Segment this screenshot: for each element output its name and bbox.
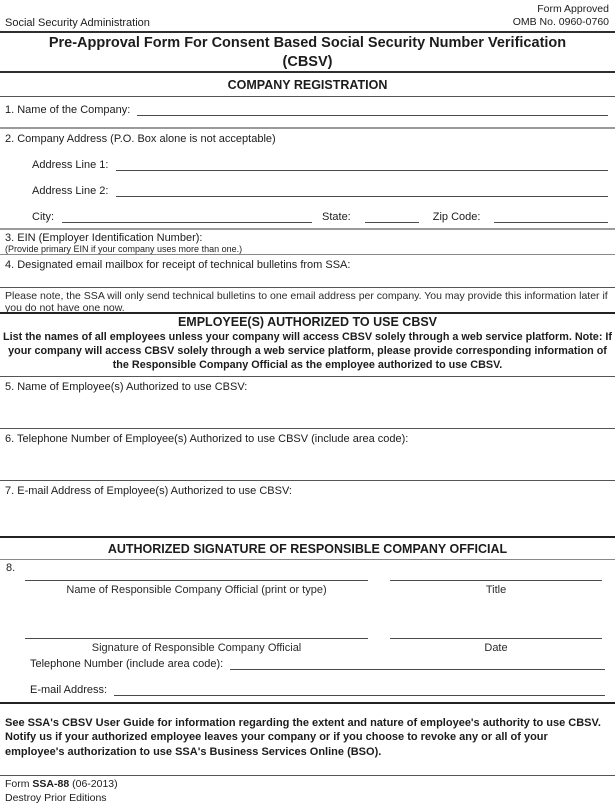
form-number-suffix: (06-2013) — [69, 778, 118, 790]
official-title-caption: Title — [485, 584, 507, 596]
official-phone-input[interactable] — [230, 656, 605, 670]
zip-code-input[interactable] — [494, 209, 608, 223]
employee-phone-input[interactable] — [5, 447, 608, 478]
official-name-caption: Name of Responsible Company Official (print or type) — [66, 584, 327, 596]
address-line2-label: Address Line 2: — [32, 185, 109, 197]
employees-section-header — [0, 314, 615, 376]
official-title-cell — [390, 580, 602, 596]
section-heading-authorized-signature: AUTHORIZED SIGNATURE OF RESPONSIBLE COMPANY OFFICIAL — [0, 538, 615, 560]
form-footer — [0, 775, 615, 812]
form-title-block — [0, 31, 615, 73]
city-input[interactable] — [62, 209, 312, 223]
question-7-employee-email — [0, 480, 615, 538]
employee-email-input[interactable] — [5, 499, 608, 534]
user-guide-note: See SSA's CBSV User Guide for information regarding the extent and nature of employee's authority to use CBSV. Notify us if your authorized employee leaves your company or if you choose to revoke any or all of your employee's authorization to use SSA's Business Services Online (BSO). — [5, 717, 601, 758]
official-signature-input[interactable] — [25, 638, 368, 639]
zip-code-label: Zip Code: — [432, 211, 481, 223]
technical-bulletins-note: Please note, the SSA will only send technical bulletins to one email address per company. You may provide this information later if you do not have one now. — [0, 287, 615, 314]
official-name-cell — [25, 580, 368, 596]
company-name-label: 1. Name of the Company: — [5, 104, 131, 116]
omb-number: OMB No. 0960-0760 — [512, 15, 609, 28]
question-4-designated-email — [0, 254, 615, 287]
agency-name: Social Security Administration — [5, 16, 150, 29]
question-3-ein — [0, 228, 615, 254]
form-approved-text: Form Approved — [537, 2, 609, 15]
form-header — [0, 0, 615, 31]
designated-email-label: 4. Designated email mailbox for receipt of technical bulletins from SSA: — [5, 259, 351, 271]
official-phone-label: Telephone Number (include area code): — [30, 658, 224, 670]
ein-sub-note: (Provide primary EIN if your company uses more than one.) — [5, 244, 243, 254]
form-title-line2: (CBSV) — [282, 53, 333, 70]
address-line1-input[interactable] — [116, 157, 608, 171]
company-name-input[interactable] — [137, 102, 608, 116]
question-6-employee-phone — [0, 428, 615, 480]
state-label: State: — [322, 211, 351, 223]
form-number-prefix: Form — [5, 778, 33, 790]
address-line2-input[interactable] — [116, 183, 608, 197]
employee-phone-label: 6. Telephone Number of Employee(s) Authorized to use CBSV (include area code): — [5, 433, 409, 445]
omb-approval — [513, 3, 609, 29]
official-email-label: E-mail Address: — [30, 684, 108, 696]
state-input[interactable] — [365, 209, 419, 223]
city-label: City: — [32, 211, 54, 223]
form-number: SSA-88 — [32, 778, 70, 790]
question-5-employee-names — [0, 376, 615, 428]
official-signature-caption: Signature of Responsible Company Official — [91, 642, 302, 654]
section-heading-company-registration: COMPANY REGISTRATION — [227, 78, 388, 92]
signature-date-cell — [390, 638, 602, 654]
official-title-input[interactable] — [390, 580, 602, 581]
official-name-input[interactable] — [25, 580, 368, 581]
destroy-prior-editions: Destroy Prior Editions — [5, 791, 107, 804]
designated-email-input[interactable] — [5, 273, 608, 285]
employee-email-label: 7. E-mail Address of Employee(s) Authorized to use CBSV: — [5, 485, 292, 497]
employees-instructions: List the names of all employees unless your company will access CBSV solely through a web service platform. Note: If your company will access CBSV solely through a web service platform, please provide corresponding information of the Responsible Company Official as the employee authorized to use CBSV. — [3, 331, 613, 371]
question-8-signature-block — [0, 560, 615, 704]
form-number-line — [5, 778, 615, 792]
official-signature-cell — [25, 638, 368, 654]
section-heading-employees: EMPLOYEE(S) AUTHORIZED TO USE CBSV — [177, 315, 438, 329]
ein-label: 3. EIN (Employer Identification Number): — [5, 232, 203, 244]
signature-date-caption: Date — [484, 642, 508, 654]
employee-names-label: 5. Name of Employee(s) Authorized to use CBSV: — [5, 381, 248, 393]
item-8-number: 8. — [6, 562, 16, 574]
question-2-company-address — [0, 127, 615, 228]
signature-date-input[interactable] — [390, 638, 602, 639]
company-address-label: 2. Company Address (P.O. Box alone is not acceptable) — [5, 133, 276, 145]
form-title-line1: Pre-Approval Form For Consent Based Social Security Number Verification — [48, 35, 567, 51]
question-1-company-name — [0, 96, 615, 127]
address-line1-label: Address Line 1: — [32, 159, 109, 171]
employee-names-input[interactable] — [5, 395, 608, 426]
official-email-input[interactable] — [114, 682, 605, 696]
